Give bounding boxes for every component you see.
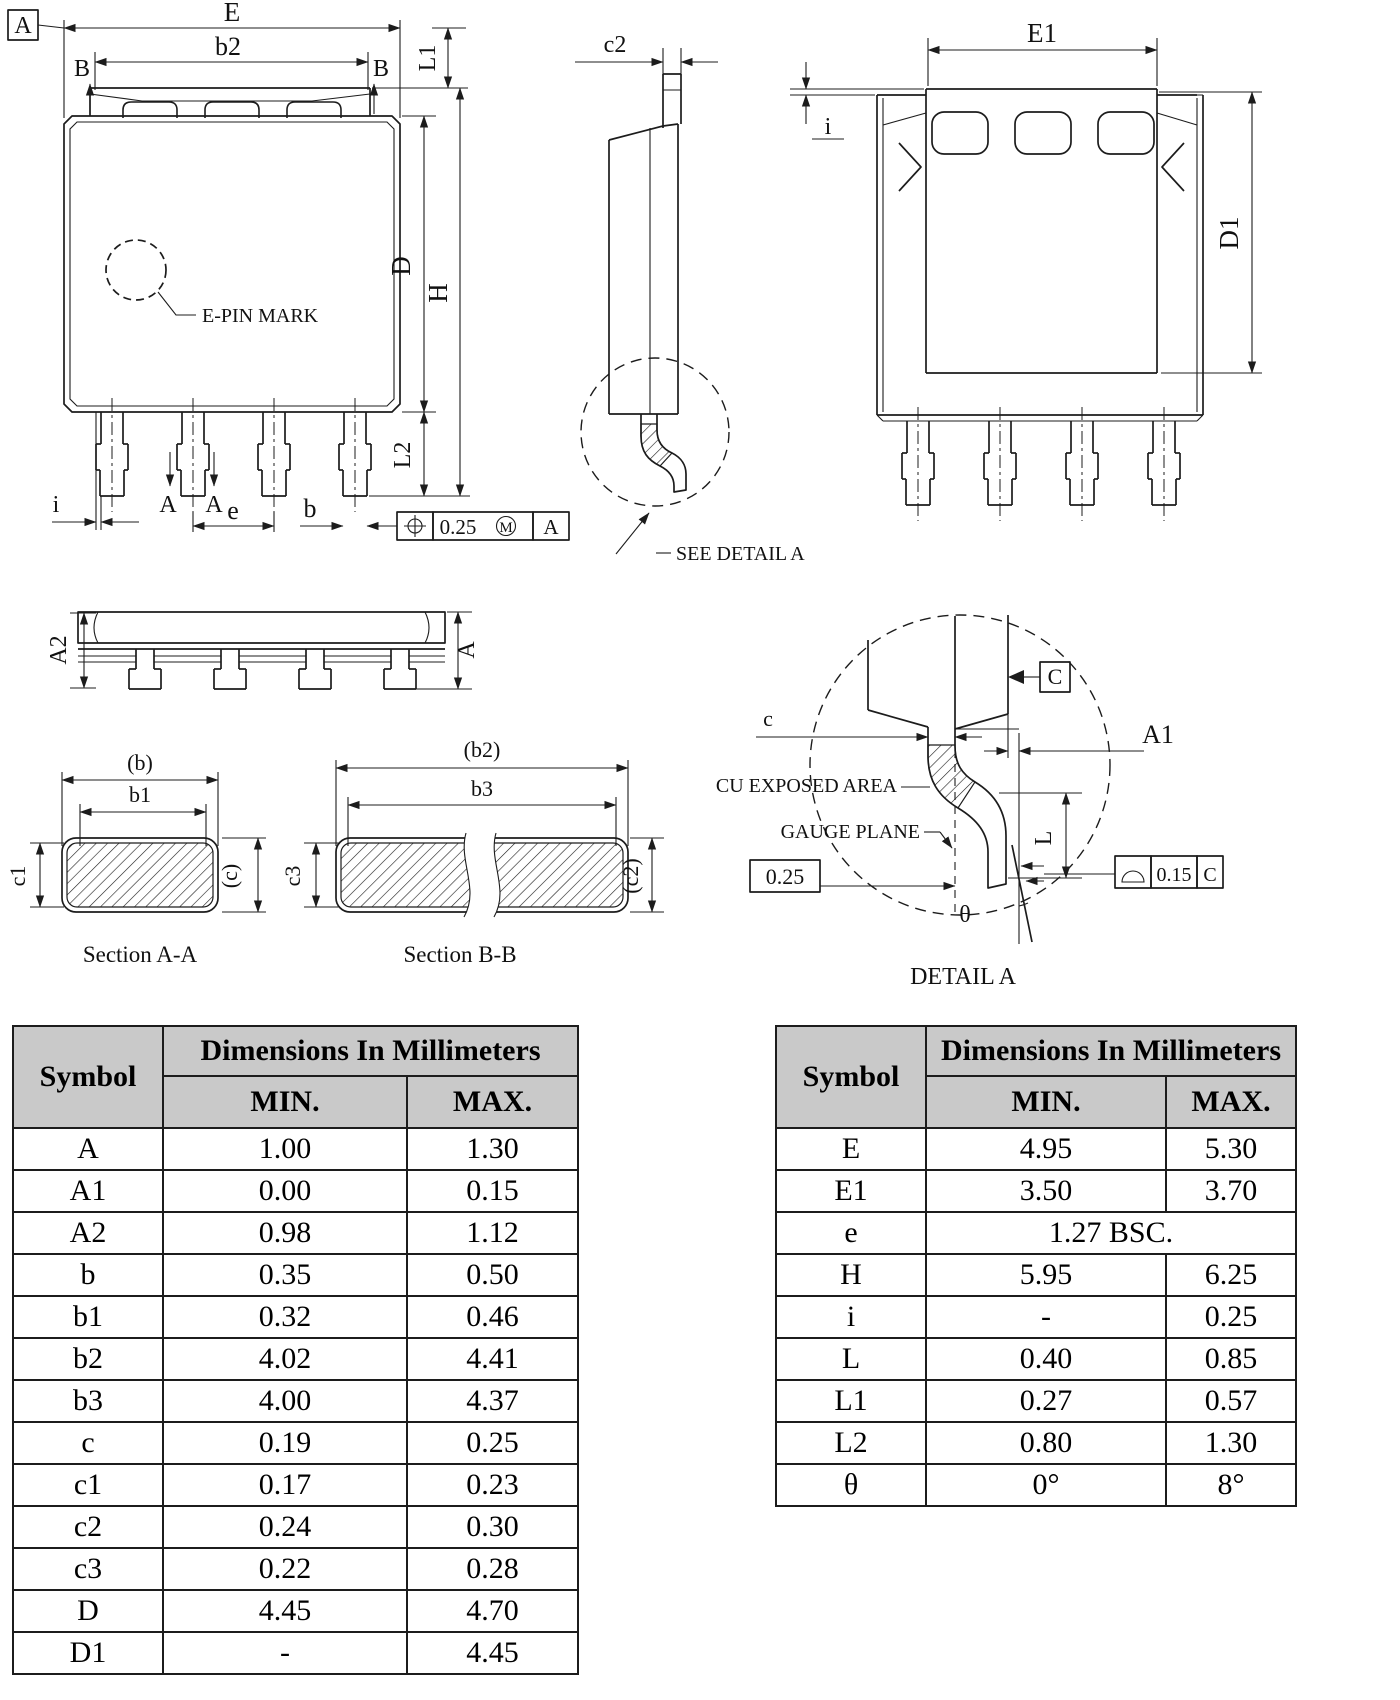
min-cell: 5.95: [926, 1254, 1166, 1296]
dim-e-label: E: [223, 0, 241, 27]
dimensions-header: Dimensions In Millimeters: [926, 1026, 1296, 1076]
max-header: MAX.: [407, 1076, 578, 1128]
dim-b2-label: b2: [215, 32, 241, 61]
symbol-header: Symbol: [13, 1026, 163, 1128]
dim-c-label: c: [763, 706, 773, 731]
basic-dim-025: 0.25: [765, 864, 805, 889]
package-back-view: [790, 18, 1262, 521]
symbol-cell: L2: [776, 1422, 926, 1464]
min-cell: 0.24: [163, 1506, 407, 1548]
dim-d1-label: D1: [1214, 216, 1244, 250]
dim-c3-label: c3: [280, 865, 305, 887]
max-cell: 1.30: [407, 1128, 578, 1170]
dim-c2-label: c2: [603, 32, 627, 58]
min-cell: 0.19: [163, 1422, 407, 1464]
symbol-cell: c3: [13, 1548, 163, 1590]
max-cell: 4.37: [407, 1380, 578, 1422]
min-cell: 0.27: [926, 1380, 1166, 1422]
dim-a1-label: A1: [1142, 720, 1174, 749]
dim-d-label: D: [386, 256, 416, 276]
min-cell: -: [926, 1296, 1166, 1338]
section-aa-view: [5, 750, 266, 967]
max-cell: 6.25: [1166, 1254, 1296, 1296]
min-cell: 0.98: [163, 1212, 407, 1254]
span-value-cell: 1.27 BSC.: [926, 1212, 1296, 1254]
dim-c2-ref-label: (c2): [618, 858, 643, 894]
table-row: [13, 1380, 578, 1422]
max-cell: 4.70: [407, 1590, 578, 1632]
leadframe-tie-lines: [78, 656, 445, 662]
table-row: [13, 1254, 578, 1296]
symbol-cell: c2: [13, 1506, 163, 1548]
max-cell: 0.30: [407, 1506, 578, 1548]
dim-l-label: L: [1031, 830, 1057, 846]
table-row: [13, 1212, 578, 1254]
table-row: [13, 1296, 578, 1338]
table-row: [776, 1170, 1296, 1212]
max-cell: 3.70: [1166, 1170, 1296, 1212]
max-cell: 0.25: [407, 1422, 578, 1464]
dim-b-label: b: [303, 494, 317, 523]
min-cell: 0.35: [163, 1254, 407, 1296]
position-tolerance-frame: [397, 512, 569, 540]
table-row: [13, 1590, 578, 1632]
package-top-view: [8, 0, 569, 540]
table-row: [776, 1422, 1296, 1464]
table-row: [776, 1212, 1296, 1254]
tolerance-value: 0.25: [439, 515, 477, 539]
dim-b3-label: b3: [471, 776, 493, 801]
dim-l1-label: L1: [415, 44, 441, 72]
symbol-cell: A1: [13, 1170, 163, 1212]
min-cell: 4.00: [163, 1380, 407, 1422]
min-cell: 0.80: [926, 1422, 1166, 1464]
dim-e-pitch-label: e: [227, 496, 239, 525]
symbol-cell: D1: [13, 1632, 163, 1674]
symbol-cell: D: [13, 1590, 163, 1632]
table-row: [13, 1632, 578, 1674]
symbol-cell: L: [776, 1338, 926, 1380]
see-detail-label: SEE DETAIL A: [676, 543, 805, 565]
symbol-cell: E: [776, 1128, 926, 1170]
tolerance-datum: A: [543, 515, 559, 539]
table-row: [776, 1380, 1296, 1422]
section-bb-caption: Section B-B: [403, 942, 517, 967]
mmc-modifier: M: [499, 520, 513, 536]
symbol-cell: E1: [776, 1170, 926, 1212]
symbol-cell: H: [776, 1254, 926, 1296]
max-cell: 0.46: [407, 1296, 578, 1338]
symbol-cell: A: [13, 1128, 163, 1170]
dim-theta-label: θ: [959, 902, 971, 928]
dim-e1-label: E1: [1027, 18, 1057, 48]
cu-exposed-area-label: CU EXPOSED AREA: [715, 775, 897, 797]
symbol-cell: e: [776, 1212, 926, 1254]
table-row: [13, 1548, 578, 1590]
max-cell: 4.45: [407, 1632, 578, 1674]
detail-a-view: [716, 615, 1223, 990]
min-cell: 0.40: [926, 1338, 1166, 1380]
dim-c1-label: c1: [5, 865, 30, 887]
min-cell: 3.50: [926, 1170, 1166, 1212]
package-front-view: [46, 612, 480, 689]
max-cell: 1.30: [1166, 1422, 1296, 1464]
dim-a2-label: A2: [46, 635, 72, 665]
profile-tolerance-value: 0.15: [1156, 864, 1192, 886]
min-cell: 0.22: [163, 1548, 407, 1590]
section-b-right-label: B: [372, 56, 390, 82]
detail-a-caption: DETAIL A: [910, 964, 1016, 990]
table-row: [13, 1170, 578, 1212]
symbol-cell: b2: [13, 1338, 163, 1380]
dim-c-ref-label: (c): [217, 863, 242, 889]
package-side-view: [575, 32, 805, 565]
section-a-left-label: A: [159, 492, 177, 518]
min-cell: -: [163, 1632, 407, 1674]
symbol-cell: c: [13, 1422, 163, 1464]
min-cell: 0.17: [163, 1464, 407, 1506]
dim-i-back-label: i: [824, 114, 832, 140]
min-header: MIN.: [926, 1076, 1166, 1128]
min-cell: 4.95: [926, 1128, 1166, 1170]
profile-tolerance-datum: C: [1203, 864, 1217, 886]
section-a-right-label: A: [205, 492, 223, 518]
dim-b2-ref-label: (b2): [463, 737, 501, 762]
min-cell: 0°: [926, 1464, 1166, 1506]
symbol-cell: i: [776, 1296, 926, 1338]
min-header: MIN.: [163, 1076, 407, 1128]
position-symbol-icon: [404, 515, 426, 537]
dim-a-label: A: [454, 641, 480, 659]
table-row: [776, 1464, 1296, 1506]
max-cell: 0.28: [407, 1548, 578, 1590]
min-cell: 4.02: [163, 1338, 407, 1380]
profile-symbol-icon: [1122, 871, 1144, 882]
max-cell: 0.85: [1166, 1338, 1296, 1380]
max-cell: 0.15: [407, 1170, 578, 1212]
min-cell: 4.45: [163, 1590, 407, 1632]
table-row: [776, 1128, 1296, 1170]
min-cell: 0.32: [163, 1296, 407, 1338]
datum-c-label: C: [1047, 664, 1063, 689]
symbol-header: Symbol: [776, 1026, 926, 1128]
dim-b-ref-label: (b): [127, 750, 153, 775]
section-bb-view: [280, 737, 664, 967]
table-row: [13, 1506, 578, 1548]
section-b-left-label: B: [73, 56, 91, 82]
symbol-cell: b3: [13, 1380, 163, 1422]
max-cell: 4.41: [407, 1338, 578, 1380]
pin-mark-label: E-PIN MARK: [202, 305, 319, 327]
table-row: [13, 1338, 578, 1380]
datum-a-label: A: [14, 13, 32, 39]
dim-h-label: H: [423, 283, 453, 303]
table-row: [776, 1296, 1296, 1338]
dimensions-table-left: [12, 1025, 579, 1675]
dimensions-header: Dimensions In Millimeters: [163, 1026, 578, 1076]
max-cell: 0.23: [407, 1464, 578, 1506]
symbol-cell: θ: [776, 1464, 926, 1506]
max-cell: 0.57: [1166, 1380, 1296, 1422]
table-right-body: [776, 1128, 1296, 1506]
max-cell: 8°: [1166, 1464, 1296, 1506]
max-cell: 5.30: [1166, 1128, 1296, 1170]
dimensions-table-right: [775, 1025, 1297, 1507]
dim-l2-label: L2: [390, 441, 416, 469]
table-row: [13, 1422, 578, 1464]
dim-i-label: i: [52, 492, 60, 518]
table-left-body: [13, 1128, 578, 1674]
symbol-cell: b1: [13, 1296, 163, 1338]
table-row: [776, 1254, 1296, 1296]
symbol-cell: b: [13, 1254, 163, 1296]
symbol-cell: c1: [13, 1464, 163, 1506]
section-aa-caption: Section A-A: [82, 942, 198, 967]
max-cell: 1.12: [407, 1212, 578, 1254]
table-row: [776, 1338, 1296, 1380]
symbol-cell: A2: [13, 1212, 163, 1254]
symbol-cell: L1: [776, 1380, 926, 1422]
dim-b1-label: b1: [129, 782, 151, 807]
table-row: [13, 1464, 578, 1506]
gauge-plane-label: GAUGE PLANE: [780, 821, 920, 843]
max-header: MAX.: [1166, 1076, 1296, 1128]
min-cell: 0.00: [163, 1170, 407, 1212]
max-cell: 0.25: [1166, 1296, 1296, 1338]
max-cell: 0.50: [407, 1254, 578, 1296]
table-row: [13, 1128, 578, 1170]
min-cell: 1.00: [163, 1128, 407, 1170]
